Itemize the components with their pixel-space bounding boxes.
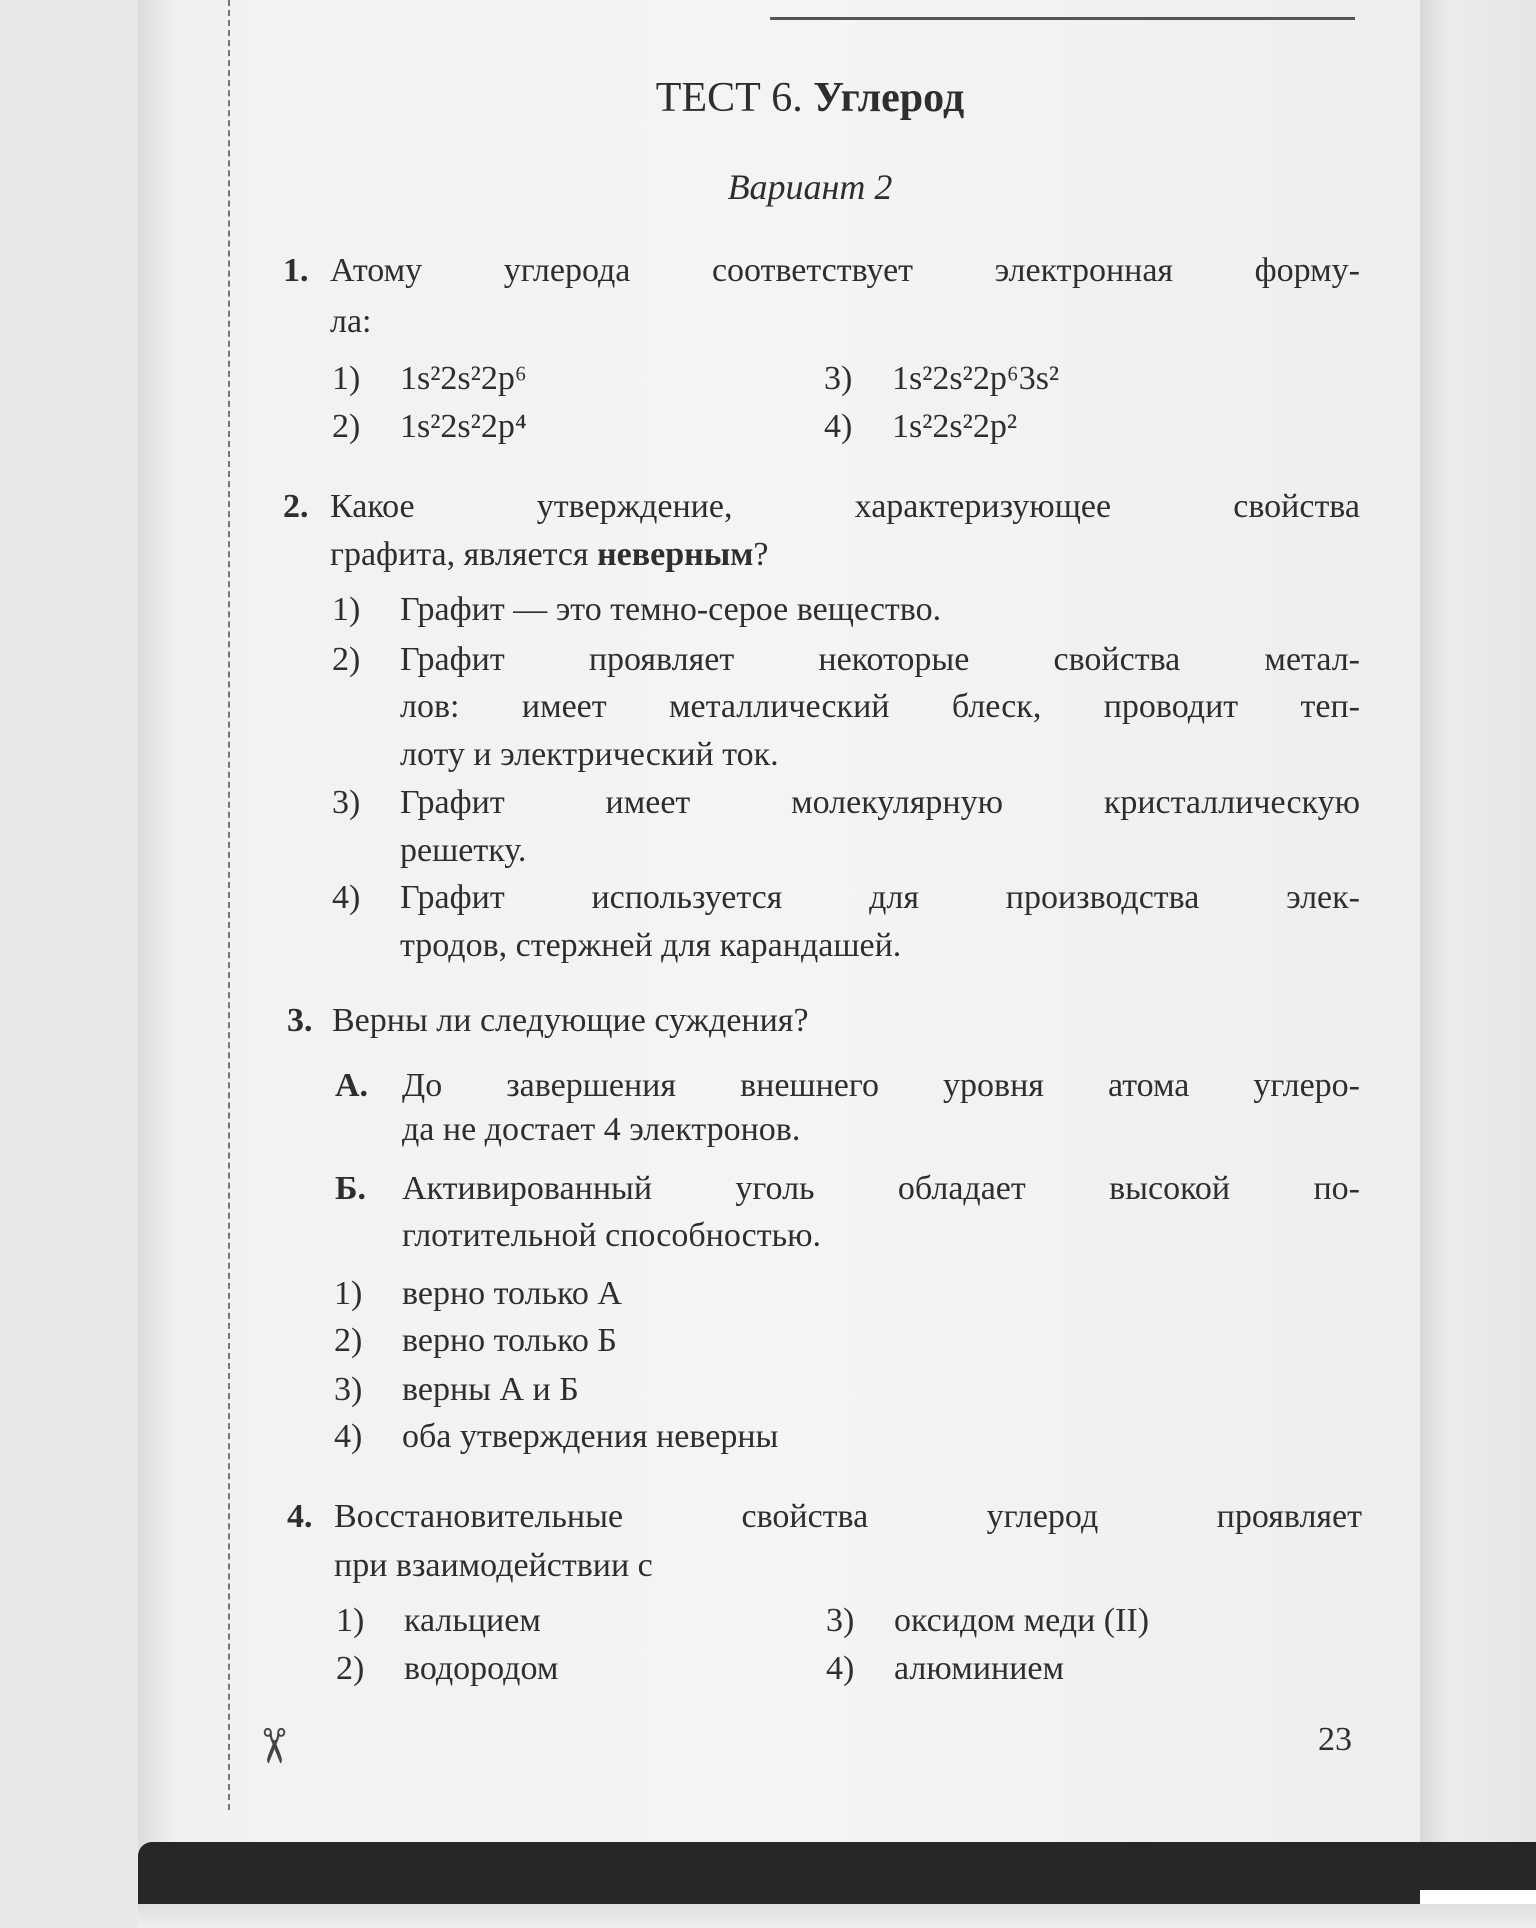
answer-option[interactable]: верны А и Б bbox=[402, 1371, 579, 1408]
answer-option[interactable]: Графит имеет молекулярную кристаллическую bbox=[400, 784, 1360, 821]
option-number: 4) bbox=[826, 1650, 855, 1687]
answer-option[interactable]: кальцием bbox=[404, 1602, 541, 1639]
question-text-part: ? bbox=[753, 536, 769, 573]
answer-option[interactable]: решетку. bbox=[400, 832, 527, 869]
statement-text: да не достает 4 электронов. bbox=[402, 1111, 801, 1148]
option-number: 2) bbox=[332, 408, 361, 445]
option-number: 3) bbox=[824, 360, 853, 397]
page-title bbox=[0, 72, 1536, 124]
option-number: 1) bbox=[336, 1602, 365, 1639]
option-number: 1) bbox=[334, 1275, 363, 1312]
scan-artifact bbox=[1420, 1890, 1536, 1904]
scan-bottom-strip bbox=[138, 1904, 1536, 1928]
adjacent-page-edge bbox=[1420, 0, 1536, 1890]
answer-option[interactable]: 1s²2s²2p⁶ bbox=[400, 360, 527, 397]
variant-heading: Вариант 2 bbox=[727, 167, 893, 207]
question-text: ла: bbox=[330, 303, 372, 340]
option-number: 1) bbox=[332, 360, 361, 397]
question-text: при взаимодействии с bbox=[334, 1547, 653, 1584]
option-number: 3) bbox=[334, 1371, 363, 1408]
answer-option[interactable]: Графит — это темно-серое вещество. bbox=[400, 591, 942, 628]
answer-option[interactable]: оба утверждения неверны bbox=[402, 1418, 779, 1455]
question-text: Атому углерода соответствует электронная форму- bbox=[330, 252, 1360, 289]
option-number: 4) bbox=[332, 879, 361, 916]
title-topic: Углерод bbox=[813, 75, 965, 121]
option-number: 2) bbox=[334, 1322, 363, 1359]
question-text bbox=[330, 531, 769, 579]
answer-option[interactable]: Графит проявляет некоторые свойства метал- bbox=[400, 641, 1360, 678]
cut-line bbox=[228, 0, 230, 1810]
question-number: 3. bbox=[287, 1002, 313, 1039]
question-text: Восстановительные свойства углерод проявляет bbox=[334, 1498, 1362, 1535]
option-number: 2) bbox=[336, 1650, 365, 1687]
question-text: Какое утверждение, характеризующее свойства bbox=[330, 488, 1360, 525]
option-number: 4) bbox=[334, 1418, 363, 1455]
emphasis-word: неверным bbox=[597, 536, 754, 573]
question-text-part: графита, является bbox=[330, 536, 598, 573]
answer-option[interactable]: 1s²2s²2p⁴ bbox=[400, 408, 527, 445]
answer-option[interactable]: лоту и электрический ток. bbox=[400, 736, 779, 773]
option-number: 1) bbox=[332, 591, 361, 628]
option-number: 2) bbox=[332, 641, 361, 678]
header-rule bbox=[770, 17, 1355, 20]
statement-text: глотительной способностью. bbox=[402, 1217, 822, 1254]
page-number: 23 bbox=[1318, 1721, 1352, 1758]
answer-option[interactable]: Графит используется для производства элек- bbox=[400, 879, 1360, 916]
scissors-icon: ✂ bbox=[246, 1725, 300, 1767]
question-number: 4. bbox=[287, 1498, 313, 1535]
answer-option[interactable]: оксидом меди (II) bbox=[894, 1602, 1150, 1639]
option-number: 3) bbox=[826, 1602, 855, 1639]
option-number: 3) bbox=[332, 784, 361, 821]
answer-option[interactable]: верно только Б bbox=[402, 1322, 617, 1359]
question-number: 2. bbox=[283, 488, 309, 525]
title-prefix: ТЕСТ 6. bbox=[655, 75, 803, 121]
answer-option[interactable]: лов: имеет металлический блеск, проводит теп- bbox=[400, 688, 1360, 725]
answer-option[interactable]: водородом bbox=[404, 1650, 559, 1687]
answer-option[interactable]: 1s²2s²2p² bbox=[892, 408, 1018, 445]
statement-label: Б. bbox=[335, 1170, 366, 1207]
answer-option[interactable]: 1s²2s²2p⁶3s² bbox=[892, 360, 1060, 397]
answer-option[interactable]: тродов, стержней для карандашей. bbox=[400, 927, 902, 964]
question-text: Верны ли следующие суждения? bbox=[332, 1002, 809, 1039]
answer-option[interactable]: алюминием bbox=[894, 1650, 1065, 1687]
answer-option[interactable]: верно только А bbox=[402, 1275, 622, 1312]
statement-label: А. bbox=[335, 1067, 369, 1104]
question-number: 1. bbox=[283, 252, 309, 289]
scan-shadow-band bbox=[138, 1842, 1536, 1904]
statement-text: До завершения внешнего уровня атома углеро- bbox=[402, 1067, 1360, 1104]
option-number: 4) bbox=[824, 408, 853, 445]
statement-text: Активированный уголь обладает высокой по- bbox=[402, 1170, 1360, 1207]
